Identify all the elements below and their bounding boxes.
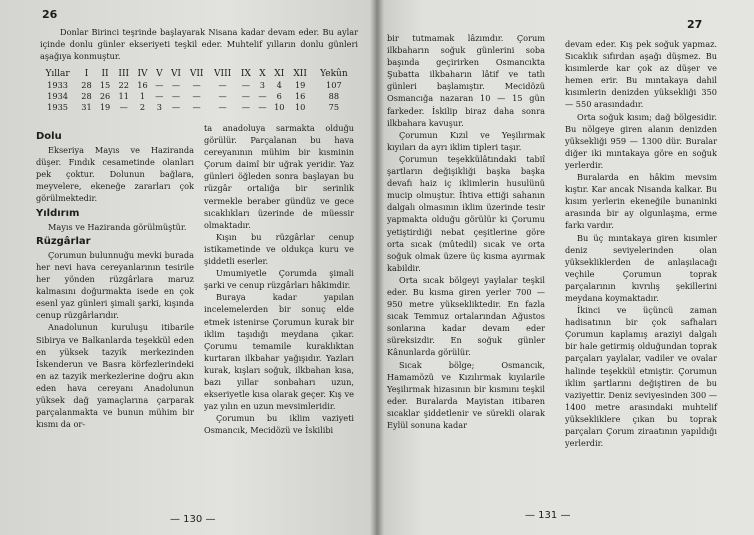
table-cell: — — [241, 101, 250, 112]
table-header-cell: Yekûn — [320, 68, 348, 79]
paragraph: Çorumun bulunnuğu mevki burada her nevi hava cereyanlarının tesirile her yönden rüzgârlara maruz kalmasını doğurmakta isede en çok esenl yaz günleri şimali şarki, kışında cenup rüzgârlarıdır. — [36, 249, 194, 321]
table-cell: 10 — [294, 101, 306, 112]
table-cell: 28 — [81, 79, 92, 90]
paragraph: Çorumun teşekkülâtındaki tabiî şartların değişikliği başka başka devafı haiz iç iklimlerin husulünü mucip olmuştur. İhtiva ettiği sahanın dalgalı olmasının iklim üzerinde tesir yapmakta olduğu görülür ki Çorumu yetiştirdiği nebat çeşitlerine göre orta sıcak (mûtedil) sıcak ve orta soğuk olmak üzere üç kısma ayırmak kabildir. — [387, 153, 545, 273]
table-header-cell: V — [156, 68, 163, 79]
table-cell: 75 — [328, 101, 340, 112]
table-cell: — — [218, 79, 227, 90]
table-header-cell: III — [118, 68, 130, 79]
table-cell: 16 — [137, 79, 148, 90]
table-header-cell: Yıllar — [45, 68, 70, 79]
table-cell: — — [192, 101, 201, 112]
table-cell: — — [171, 79, 181, 90]
paragraph: Sıcak bölge; Osmancık, Hamamözü ve Kızılırmak kıyılarile Yeşilırmak hizasının bir kısmını teşkil eder. Buralarda Mayistan itibaren sıcaklar şiddetlenir ve sürekli olarak Eylül sonuna kadar — [387, 359, 545, 430]
table-cell: — — [258, 101, 267, 112]
table-cell: 6 — [276, 90, 282, 101]
paragraph: Anadolunun kuruluşu itibarile Sibirya ve Balkanlarda teşekkül eden en yüksek tazyik merkezinden İskenderun ve Basra körfezlerindeki en az tazyik merkezlerine doğru akın eden hava cereyanı Anadolunun yüksek dağ yamaçlarına çarparak parçalanmakta ve bunun mühim bir kısmı da or- — [36, 322, 194, 430]
table-cell: — — [218, 101, 227, 112]
paragraph: Buralarda en hâkim mevsim kıştır. Kar ancak Nisanda kalkar. Bu kısım yerlerin ekeneğile bunaninki arasında bir ay olgunlaşma, erme farkı vardır. — [565, 172, 717, 231]
table-cell: 4 — [276, 79, 282, 90]
table-cell: — — [155, 90, 164, 101]
table-header-cell: II — [101, 68, 109, 79]
paragraph: Bu üç mıntakaya giren kısımler deniz seviyelerinden olan yüksekliklerden de anlaşılacağı veçhile Çorumun toprak parçalarının kıvrılış şekillerini meydana koymaktadır. — [565, 232, 717, 303]
table-cell: 22 — [118, 79, 129, 90]
table-header-cell: VII — [189, 68, 204, 79]
table-cell: — — [241, 79, 250, 90]
book-spine-shadow — [370, 0, 384, 535]
table-cell: 26 — [99, 90, 111, 101]
table-cell: — — [119, 101, 128, 112]
table-row — [38, 101, 356, 112]
table-row — [38, 90, 356, 101]
table-header-cell: XII — [293, 68, 307, 79]
table-cell: — — [155, 79, 164, 90]
table-cell: 28 — [81, 90, 92, 101]
paragraph: Mayıs ve Haziranda görülmüştür. — [48, 221, 187, 232]
paragraph: ta anadoluya sarmakta olduğu görülür. Parçalanan bu hava cereyanının mühim bir kısminin Çorum daimî bir uğrak yeridir. Yaz günleri öğleden sonra başlayan bu rüzgâr ortaliğa bir serinlik vermekle beraber gündüz ve gece sıcaklıkları üzerinde de müessir olmaktadır. — [204, 123, 354, 230]
table-header-cell: VIII — [214, 68, 232, 79]
table-cell: 2 — [139, 101, 146, 112]
right-page-footer: — 131 — — [525, 510, 571, 521]
table-header-cell: IX — [240, 68, 251, 79]
table-cell: 1934 — [47, 90, 69, 101]
left-page-footer: — 130 — — [170, 514, 216, 525]
table-cell: — — [171, 90, 181, 101]
left-column-1 — [36, 128, 194, 430]
table-cell: — — [171, 101, 181, 112]
table-header-row — [38, 68, 356, 79]
paragraph: Ekseriya Mayıs ve Haziranda düşer. Fındık cesametinde olanları pek çoktur. Dolunun bağlara, meyvelere, ekeneğe zararları çok görülmektedir. — [36, 145, 194, 204]
table-cell: 10 — [274, 101, 285, 112]
table-cell: — — [192, 79, 201, 90]
table-header-cell: IV — [137, 68, 148, 79]
paragraph: İkinci ve üçüncü zaman hadisatının bir çok safhaları Çorumun kaplamış araziyi dalgalı bir hale getirmiş olduğundan toprak parçaları yaylalar, vadiler ve ovalar halinde teşekkül etmiştir. Çorumun iklim şartlarını değiştiren de bu vaziyettir. Deniz seviyesinden 300 — 1400 metre arasındaki muhtelif yüksekliklere çıkan bu toprak parçaları Çorum ziraatının yapıldığı yerlerdir. — [565, 305, 717, 449]
table-cell: 1935 — [47, 101, 69, 112]
left-page-number: 26 — [42, 8, 58, 21]
table-cell: 88 — [328, 90, 340, 101]
table-cell: 31 — [81, 101, 92, 112]
paragraph: Çorumun bu iklim vaziyeti Osmancık, Mecidözü ve İskilibi — [204, 413, 354, 436]
section-heading: Dolu — [36, 131, 62, 142]
right-column-1 — [387, 32, 545, 431]
table-cell: 16 — [294, 90, 306, 101]
right-page — [377, 0, 754, 535]
table-cell: 107 — [326, 79, 342, 90]
table-cell: 3 — [156, 101, 162, 112]
table-cell: — — [258, 90, 267, 101]
paragraph: Buraya kadar yapılan incelemelerden bir sonuç elde etmek istenirse Çorumun kurak bir iklim taşıdığı meydana çıkar. Çorumu temamile kuraklıktan kurtaran ilkbahar yağışıdır. Yazları kurak, kışları soğuk, ilkbahan kısa, bazı yıllar sonbaharı uzun, ekseriyetle kısa olarak geçer. Kış ve yaz yılın en uzun mevsimleridir. — [204, 292, 354, 412]
table-cell: — — [192, 90, 201, 101]
section-heading: Rüzgârlar — [36, 235, 91, 247]
table-header-cell: XI — [274, 68, 285, 79]
table-header-cell: X — [259, 68, 266, 79]
table-cell: 15 — [99, 79, 111, 90]
table-header-cell: I — [84, 68, 89, 79]
frost-days-table — [38, 68, 356, 112]
paragraph: Kışın bu rüzgârlar cenup istikametinde ve oldukça kuru ve şiddetli eserler. — [204, 231, 354, 267]
left-intro: Donlar Birinci teşrinde başlayarak Nisana kadar devam eder. Bu aylar içinde donlu günler ekseriyeti teşkil eder. Muhtelif yılların donlu günleri aşağıya konmuştur. — [40, 27, 358, 61]
right-page-number: 27 — [687, 18, 703, 31]
table-cell: 11 — [118, 90, 129, 101]
table-row — [38, 79, 356, 90]
paragraph: Orta sıcak bölgeyi yaylalar teşkil eder. Bu kısma giren yerler 700 — 950 metre yüksekliktedir. En fazla sıcak Temmuz ortalarından Ağustos sonlarına kadar devam eder süreksizdir. En soğuk günler Kânunlarda görülür. — [387, 274, 545, 358]
paragraph: Orta soğuk kısım; dağ bölgesidir. Bu nölgeye giren alanın denizden yüksekliği 959 — 1300 dür. Buralar diğer iki mıntakaya göre en soğuk yerlerdir. — [565, 111, 717, 170]
table-cell: 1 — [139, 90, 146, 101]
section-heading: Yıldırım — [36, 207, 80, 219]
table-cell: 1933 — [47, 79, 69, 90]
paragraph: Çorumun Kızıl ve Yeşilırmak kıyıları da ayrı iklim tipleri taşır. — [387, 129, 545, 152]
table-header-cell: VI — [170, 68, 181, 79]
paragraph: Umumiyetle Çorumda şimali şarki ve cenup rüzgârları hâkimdir. — [204, 268, 354, 291]
table-cell: 19 — [294, 79, 306, 90]
right-column-2 — [565, 38, 717, 449]
table-cell: — — [218, 90, 227, 101]
paragraph: bir tutmamak lâzımdır. Çorum ilkbaharın soğuk günlerini soba başında geçirirken Osmancıkta Şubatta ilkbaharın lâtif ve tatlı günleri başlamıştır. Mecidözü Osmancığa nazaran 10 — 15 gün farkeder. İskilip biraz daha sonra ilkbahara kavuşur. — [387, 33, 545, 128]
table-cell: — — [241, 90, 250, 101]
left-column-2 — [204, 122, 354, 436]
table-cell: 3 — [259, 79, 266, 90]
paragraph: devam eder. Kış pek soğuk yapmaz. Sıcaklık sıfırdan aşağı düşmez. Bu kısımlerde kar çok az düşer ve hemen erir. Bu mıntakaya dahil kısımlerin denizden yüksekliği 350 — 550 arasındadır. — [565, 39, 717, 110]
table-cell: 19 — [99, 101, 111, 112]
